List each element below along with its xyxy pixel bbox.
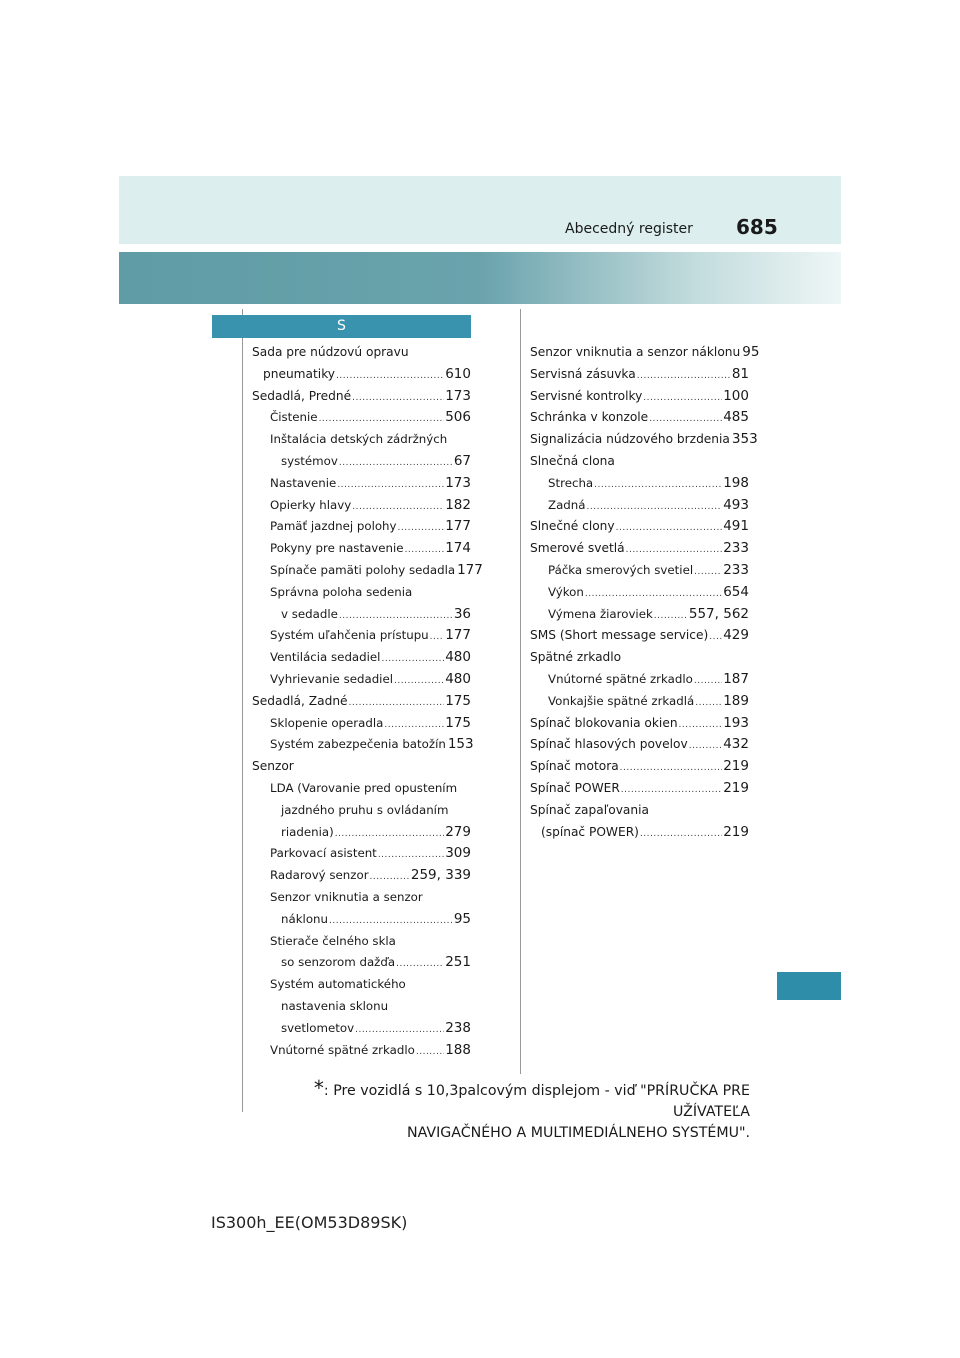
index-entry-page: 193 — [723, 714, 749, 731]
index-entry — [530, 647, 749, 669]
index-entry — [252, 800, 471, 822]
index-entry-text: Smerové svetlá — [530, 541, 625, 556]
index-entry-text: Opierky hlavy — [270, 497, 352, 512]
index-entry-page: 198 — [723, 474, 749, 491]
index-entry-text: Sada pre núdzovú opravu — [252, 345, 409, 359]
index-entry-page: 238 — [445, 1019, 471, 1036]
index-entry-page: 173 — [445, 474, 471, 491]
index-entry — [530, 582, 749, 604]
index-entry — [252, 865, 471, 887]
index-entry — [530, 364, 749, 386]
index-entry-page: 279 — [445, 823, 471, 840]
leader-dots — [585, 584, 722, 606]
index-entry — [252, 625, 471, 647]
index-entry — [530, 342, 760, 364]
index-entry — [530, 516, 749, 538]
index-entry-text: LDA (Varovanie pred opustením — [270, 780, 458, 795]
index-entry-text: Servisná zásuvka — [530, 366, 636, 381]
index-entry-text: Slnečné clony — [530, 519, 615, 534]
index-entry-page: 175 — [445, 714, 471, 731]
index-entry-page: 309 — [445, 845, 471, 862]
leader-dots — [394, 671, 444, 693]
index-entry — [252, 538, 471, 560]
leader-dots — [381, 649, 444, 671]
leader-dots — [378, 845, 444, 867]
leader-dots — [352, 388, 444, 410]
index-entry — [530, 625, 749, 647]
index-entry — [252, 451, 471, 473]
index-entry-text: Senzor vniknutia a senzor — [270, 889, 423, 904]
index-entry-text: Zadná — [548, 497, 586, 512]
index-entry-page: 177 — [445, 627, 471, 644]
index-entry-text: Slnečná clona — [530, 453, 615, 468]
index-entry-text: pneumatiky — [263, 366, 336, 381]
index-entry — [252, 364, 471, 386]
index-entry — [252, 669, 471, 691]
index-entry-page: 95 — [453, 910, 471, 927]
index-entry — [252, 386, 471, 408]
index-entry-page: 81 — [731, 365, 749, 382]
index-entry — [530, 734, 749, 756]
leader-dots — [679, 715, 723, 737]
index-entry-page: 189 — [723, 692, 749, 709]
index-entry-page: 480 — [445, 670, 471, 687]
index-entry-text: Schránka v konzole — [530, 410, 649, 425]
index-entry-text: riadenia) — [281, 824, 334, 839]
index-entry-page: 485 — [723, 409, 749, 426]
index-entry-text: Spínač hlasových povelov — [530, 737, 688, 752]
index-entry-page: 188 — [445, 1041, 471, 1058]
index-entry-text: Strecha — [548, 475, 594, 490]
index-entry-text: Sedadlá, Predné — [252, 388, 352, 403]
index-column-left — [252, 342, 483, 1061]
index-entry-text: Vnútorné spätné zrkadlo — [270, 1042, 415, 1057]
index-entry — [252, 647, 471, 669]
index-entry-text: Sedadlá, Zadné — [252, 693, 348, 708]
leader-dots — [649, 409, 722, 431]
index-entry-text: Vonkajšie spätné zrkadlá — [548, 693, 695, 708]
index-entry — [252, 931, 471, 953]
leader-dots — [654, 606, 688, 628]
index-entry-page: 175 — [445, 692, 471, 709]
index-entry-page: 493 — [723, 496, 749, 513]
index-entry-text: Vyhrievanie sedadiel — [270, 671, 393, 686]
index-entry-text: Systém zabezpečenia batožín — [270, 737, 446, 752]
index-entry — [252, 473, 471, 495]
index-entry-text: Pamäť jazdnej polohy — [270, 519, 397, 534]
index-entry-text: Spínač POWER — [530, 780, 620, 795]
section-letter-header: S — [212, 315, 471, 338]
index-entry — [530, 713, 749, 735]
index-entry-text: Nastavenie — [270, 475, 337, 490]
index-entry-page: 429 — [723, 627, 749, 644]
index-entry-text: SMS (Short message service) — [530, 628, 709, 643]
index-entry-page: 353 — [731, 431, 758, 448]
leader-dots — [384, 715, 444, 737]
index-entry — [252, 756, 471, 778]
index-entry-text: Sklopenie operadla — [270, 715, 384, 730]
leader-dots — [637, 366, 731, 388]
index-entry — [530, 407, 749, 429]
leader-dots — [616, 518, 723, 540]
index-entry — [252, 734, 474, 756]
index-entry-text: so senzorom dažďa — [281, 955, 396, 970]
leader-dots — [319, 409, 445, 431]
index-entry — [530, 473, 749, 495]
index-entry-page: 259, 339 — [410, 867, 471, 884]
index-entry-page: 100 — [723, 387, 749, 404]
leader-dots — [694, 671, 722, 693]
footnote — [265, 1078, 750, 1144]
index-entry-page: 251 — [445, 954, 471, 971]
index-entry-text: Vnútorné spätné zrkadlo — [548, 671, 693, 686]
index-entry — [252, 1040, 471, 1062]
index-entry — [252, 342, 471, 364]
index-entry-text: Výmena žiaroviek — [548, 606, 653, 621]
leader-dots — [398, 518, 445, 540]
index-entry-page: 654 — [723, 583, 749, 600]
index-entry-page: 506 — [445, 409, 471, 426]
index-entry — [252, 974, 471, 996]
leader-dots — [594, 475, 722, 497]
leader-dots — [695, 693, 722, 715]
index-entry — [530, 756, 749, 778]
index-entry-text: Čistenie — [270, 410, 318, 425]
index-entry-page: 182 — [445, 496, 471, 513]
index-entry-page: 480 — [445, 649, 471, 666]
index-entry-text: jazdného pruhu s ovládaním — [281, 802, 449, 817]
index-entry — [530, 451, 749, 473]
index-entry — [252, 822, 471, 844]
index-entry-page: 432 — [723, 736, 749, 753]
index-entry — [252, 713, 471, 735]
index-entry — [252, 909, 471, 931]
left-margin-line — [242, 309, 243, 1112]
index-entry-page: 95 — [742, 344, 760, 360]
index-entry-page: 557, 562 — [688, 605, 749, 622]
column-divider — [520, 309, 521, 1074]
index-entry — [252, 560, 483, 582]
index-entry — [252, 582, 471, 604]
index-entry-text: náklonu — [281, 911, 328, 926]
footnote-star: * — [313, 1076, 324, 1100]
index-entry — [252, 604, 471, 626]
leader-dots — [339, 606, 453, 628]
leader-dots — [621, 780, 722, 802]
leader-dots — [335, 824, 445, 846]
leader-dots — [709, 627, 722, 649]
index-entry-text: (spínač POWER) — [541, 824, 639, 839]
page-title: Abecedný register — [565, 221, 693, 237]
leader-dots — [416, 1042, 444, 1064]
index-entry-page: 177 — [445, 518, 471, 535]
index-entry-page: 219 — [723, 758, 749, 775]
index-entry — [530, 669, 749, 691]
leader-dots — [336, 366, 444, 388]
index-entry — [252, 495, 471, 517]
index-entry — [252, 429, 471, 451]
index-entry-text: Inštalácia detských zádržných — [270, 432, 448, 447]
index-entry-text: Radarový senzor — [270, 868, 369, 883]
index-entry — [530, 691, 749, 713]
index-entry-page: 67 — [453, 452, 471, 469]
index-entry-page: 153 — [447, 736, 474, 753]
index-entry-page: 177 — [457, 561, 483, 578]
leader-dots — [329, 911, 453, 933]
leader-dots — [396, 954, 444, 976]
chapter-tab — [777, 972, 841, 1000]
index-entry-text: Ventilácia sedadiel — [270, 650, 381, 665]
leader-dots — [640, 824, 722, 846]
index-entry — [252, 1018, 471, 1040]
index-entry — [252, 516, 471, 538]
leader-dots — [405, 540, 445, 562]
leader-dots — [337, 475, 444, 497]
index-entry — [252, 407, 471, 429]
index-entry-page: 36 — [453, 605, 471, 622]
footnote-line-1: : Pre vozidlá s 10,3palcovým displejom - viď "PRÍRUČKA PRE UŽÍVATEĽA — [323, 1083, 750, 1120]
leader-dots — [352, 497, 444, 519]
index-entry-text: Spínač zapaľovania — [530, 802, 649, 817]
index-entry-text: nastavenia sklonu — [281, 998, 389, 1013]
leader-dots — [430, 627, 445, 649]
leader-dots — [643, 388, 722, 410]
index-entry-page: 219 — [723, 823, 749, 840]
index-entry-text: Spínače pamäti polohy sedadla — [270, 562, 456, 577]
index-entry-text: Páčka smerových svetiel — [548, 562, 694, 577]
document-code: IS300h_EE(OM53D89SK) — [211, 1213, 408, 1232]
index-entry-text: Spätné zrkadlo — [530, 650, 622, 665]
leader-dots — [587, 497, 723, 519]
index-entry — [530, 822, 749, 844]
index-entry-text: Výkon — [548, 584, 584, 599]
index-entry — [252, 996, 471, 1018]
index-entry-text: Spínač blokovania okien — [530, 715, 678, 730]
index-entry — [530, 386, 749, 408]
index-entry-page: 174 — [445, 540, 471, 557]
decorative-band — [119, 252, 841, 304]
index-entry-text: Správna poloha sedenia — [270, 584, 413, 599]
index-entry — [252, 952, 471, 974]
footnote-line-2: NAVIGAČNÉHO A MULTIMEDIÁLNEHO SYSTÉMU". — [406, 1125, 750, 1141]
index-entry-text: svetlometov — [281, 1020, 355, 1035]
index-entry-page: 173 — [445, 387, 471, 404]
index-entry-page: 233 — [723, 561, 749, 578]
leader-dots — [620, 758, 723, 780]
index-entry-text: Spínač motora — [530, 759, 619, 774]
index-entry-page: 491 — [723, 518, 749, 535]
index-entry — [252, 778, 471, 800]
leader-dots — [694, 562, 722, 584]
index-entry-text: systémov — [281, 453, 338, 468]
leader-dots — [626, 540, 723, 562]
index-entry-text: Systém uľahčenia prístupu — [270, 628, 429, 643]
index-entry-text: Senzor — [252, 759, 294, 774]
index-entry-text: v sedadle — [281, 606, 338, 621]
index-entry — [530, 495, 749, 517]
index-entry-page: 233 — [723, 540, 749, 557]
leader-dots — [349, 693, 445, 715]
index-entry-text: Pokyny pre nastavenie — [270, 541, 404, 556]
index-entry — [530, 800, 749, 822]
index-entry-text: Senzor vniknutia a senzor náklonu — [530, 345, 741, 359]
index-entry — [530, 429, 758, 451]
index-entry-page: 219 — [723, 779, 749, 796]
index-entry-text: Servisné kontrolky — [530, 388, 643, 403]
index-entry — [530, 778, 749, 800]
index-entry-page: 187 — [723, 670, 749, 687]
index-entry-text: Parkovací asistent — [270, 846, 377, 861]
index-column-right — [530, 342, 760, 843]
leader-dots — [370, 867, 410, 889]
index-entry-text: Stierače čelného skla — [270, 933, 396, 948]
index-entry — [530, 560, 749, 582]
header-bar — [119, 176, 841, 244]
index-entry — [252, 691, 471, 713]
leader-dots — [355, 1020, 444, 1042]
index-entry — [530, 604, 749, 626]
index-entry-text: Systém automatického — [270, 977, 406, 992]
index-entry — [252, 843, 471, 865]
index-entry-text: Signalizácia núdzového brzdenia — [530, 432, 730, 447]
index-entry — [252, 887, 471, 909]
index-entry — [530, 538, 749, 560]
leader-dots — [339, 453, 453, 475]
index-entry-page: 610 — [445, 365, 471, 382]
page-number: 685 — [736, 215, 778, 239]
leader-dots — [689, 736, 723, 758]
